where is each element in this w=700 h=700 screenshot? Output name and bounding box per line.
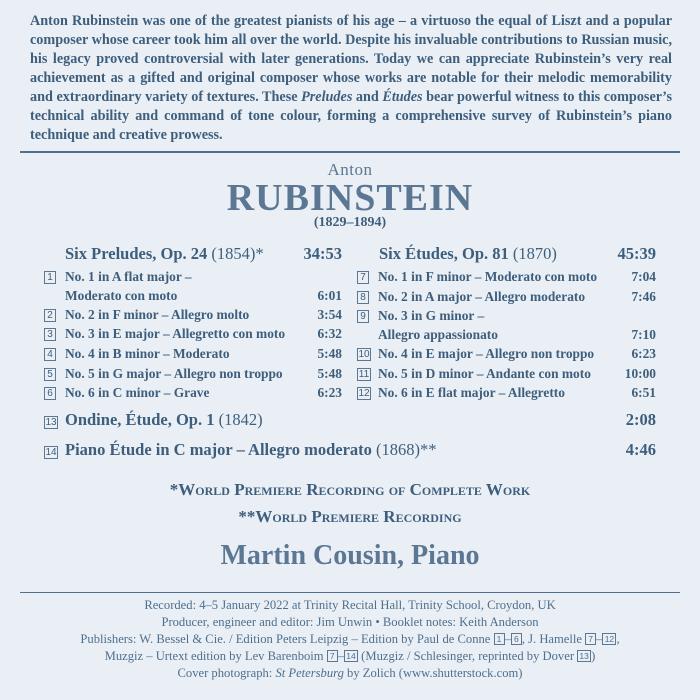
composer-last-name: RUBINSTEIN: [226, 177, 474, 219]
ondine-duration: 2:08: [625, 410, 656, 429]
track-row: [357, 344, 656, 363]
credits-cover-photo: Cover photograph: St Petersburg by Zolich (www.shutterstock.com): [177, 666, 523, 680]
intro-paragraph: Anton Rubinstein was one of the greatest pianists of his age – a virtuoso the equal of Liszt and a popular composer whose career took him all over the world. Despite his invaluable contributions to Russian music, his legacy proved controversial with later generations. Today we can appreciate Rubinstein’s very real achievement as a gifted and original composer whose works are notable for their melodic memorability and extraordinary variety of textures. These Preludes and Études bear powerful witness to this composer’s technical ability and command of tone colour, forming a comprehensive survey of Rubinstein’s piano technique and creative prowess.: [30, 13, 673, 143]
etudes-duration: 45:39: [617, 244, 656, 263]
premiere-note-complete: *World Premiere Recording of Complete Work: [169, 480, 531, 499]
composer-dates: (1829–1894): [313, 215, 387, 230]
track-duration: 6:51: [631, 385, 656, 400]
track-row: [357, 364, 656, 383]
track-title: No. 3 in G minor –: [378, 308, 485, 323]
track-title: No. 6 in C minor – Grave: [65, 385, 210, 400]
track-title: No. 4 in B minor – Moderato: [65, 346, 230, 361]
track-number: 2: [44, 309, 56, 322]
track-number: 11: [358, 369, 370, 380]
track-title: No. 4 in E major – Allegro non troppo: [378, 346, 595, 361]
track-duration: 7:10: [631, 327, 656, 342]
track-number: 1: [44, 271, 56, 284]
track-row: [357, 287, 656, 306]
track-title-continued: Moderato con moto: [65, 288, 178, 303]
track-title: No. 5 in D minor – Andante con moto: [378, 366, 591, 381]
track-row: [44, 267, 342, 305]
track-row: [357, 306, 656, 344]
track-number: 7: [357, 271, 369, 284]
track-title: No. 6 in E flat major – Allegretto: [378, 385, 565, 400]
track-number: 9: [357, 310, 369, 323]
bottom-divider: [20, 592, 680, 593]
track-duration: 3:54: [317, 307, 342, 322]
preludes-heading: Six Preludes, Op. 24 (1854)*: [65, 244, 264, 263]
track-number: 5: [44, 368, 56, 381]
track-row: [44, 383, 342, 402]
track-title: No. 2 in F minor – Allegro molto: [65, 307, 250, 322]
credits-producer: Producer, engineer and editor: Jim Unwin • Booklet notes: Keith Anderson: [161, 615, 539, 629]
track-title: No. 1 in A flat major –: [65, 269, 192, 284]
intro-emphasis-etudes: Études: [382, 89, 423, 105]
track-number: 3: [44, 328, 56, 341]
top-divider: [20, 151, 680, 153]
preludes-duration: 34:53: [303, 244, 342, 263]
credits: [0, 597, 700, 682]
track-duration: 6:01: [317, 288, 342, 303]
track-number: 10: [358, 349, 370, 360]
etudes-heading: Six Études, Op. 81 (1870): [379, 244, 557, 263]
credits-publishers: Publishers: W. Bessel & Cie. / Edition Peters Leipzig – Edition by Paul de Conne 1 – 6 , J. Hamelle 7 – 12 ,: [80, 632, 620, 646]
ondine-heading: Ondine, Étude, Op. 1 (1842): [65, 410, 263, 429]
track-title-continued: Allegro appassionato: [378, 327, 498, 342]
track-title: No. 5 in G major – Allegro non troppo: [65, 366, 283, 381]
piano-etude-heading: Piano Étude in C major – Allegro moderato (1868)**: [65, 440, 437, 459]
track-duration: 6:32: [317, 326, 342, 341]
track-duration: 6:23: [317, 385, 342, 400]
track-number: 13: [45, 417, 57, 428]
track-title: No. 1 in F minor – Moderato con moto: [378, 269, 598, 284]
track-row: [357, 267, 656, 286]
track-duration: 7:46: [631, 289, 656, 304]
track-row: [357, 383, 656, 402]
track-row: [44, 344, 342, 363]
track-title: No. 2 in A major – Allegro moderato: [378, 289, 586, 304]
track-row: [44, 364, 342, 383]
track-number: 12: [358, 388, 370, 399]
track-duration: 7:04: [631, 269, 656, 284]
credits-recorded: Recorded: 4–5 January 2022 at Trinity Recital Hall, Trinity School, Croydon, UK: [144, 598, 556, 612]
track-title: No. 3 in E major – Allegretto con moto: [65, 326, 286, 341]
track-duration: 6:23: [631, 346, 656, 361]
piano-etude-duration: 4:46: [625, 440, 656, 459]
intro-emphasis-preludes: Preludes: [301, 89, 353, 105]
track-number: 8: [357, 291, 369, 304]
credits-muzgiz: Muzgiz – Urtext edition by Lev Barenboim 7 – 14 (Muzgiz / Schlesinger, reprinted by Dover 13 ): [104, 649, 596, 663]
track-duration: 5:48: [317, 346, 342, 361]
track-number: 6: [44, 387, 56, 400]
track-row: [44, 324, 342, 343]
track-row: [44, 305, 342, 324]
track-number: 4: [44, 348, 56, 361]
track-duration: 5:48: [317, 366, 342, 381]
performer-name: Martin Cousin, Piano: [220, 540, 480, 571]
premiere-note: **World Premiere Recording: [238, 507, 462, 526]
track-duration: 10:00: [624, 366, 656, 381]
track-number: 14: [45, 447, 57, 458]
composer-first-name: Anton: [327, 160, 373, 179]
